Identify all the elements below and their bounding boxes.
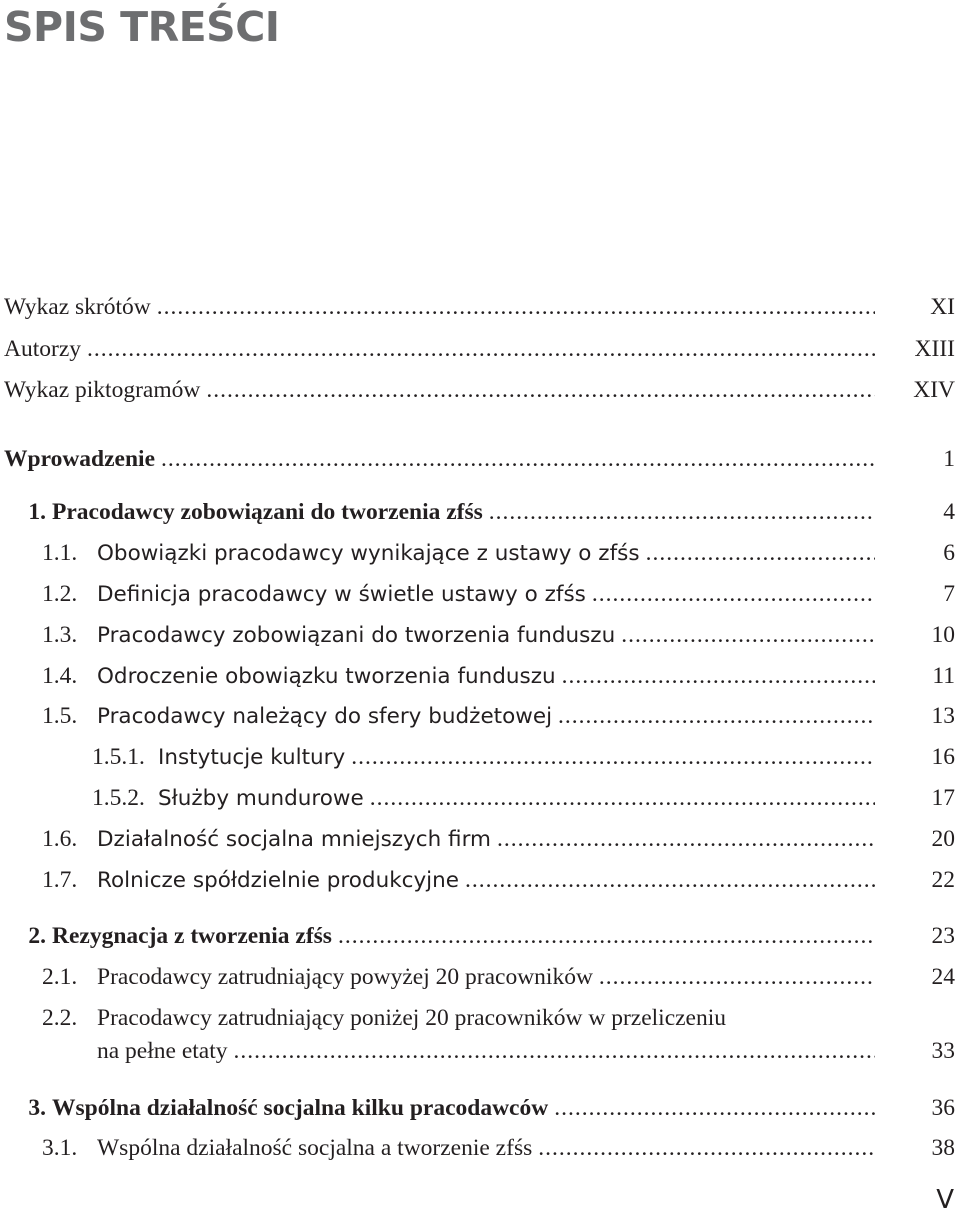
dot-leader xyxy=(554,1091,875,1125)
toc-entry-page: 17 xyxy=(931,785,955,811)
toc-entry-page: 1 xyxy=(943,446,955,472)
toc-entry-title: Autorzy xyxy=(4,336,82,362)
dot-leader xyxy=(338,919,875,953)
toc-entry-page: 22 xyxy=(931,867,955,893)
toc-entry-page: XIII xyxy=(914,336,955,362)
toc-entry-title: Wspólna działalność socjalna a tworzenie zfśs xyxy=(97,1135,533,1161)
toc-entry-page: 38 xyxy=(931,1135,955,1161)
toc-entry-2-2-continuation[interactable] xyxy=(0,1034,955,1068)
toc-chapter-number: 3. xyxy=(28,1095,46,1121)
toc-entry-1-6[interactable] xyxy=(0,822,955,856)
toc-entry-title: Obowiązki pracodawcy wynikające z ustawy o zfśs xyxy=(97,541,640,566)
toc-entry-3-1[interactable] xyxy=(0,1131,955,1165)
toc-entry-1-5-1[interactable] xyxy=(0,740,955,774)
dot-leader xyxy=(489,495,875,529)
toc-entry-number: 1.5.1. xyxy=(92,744,145,770)
toc-entry-number: 3.1. xyxy=(42,1135,78,1161)
toc-entry-1-3[interactable] xyxy=(0,618,955,652)
toc-entry-title: Definicja pracodawcy w świetle ustawy o zfśs xyxy=(97,582,586,607)
toc-entry-title: Pracodawcy zatrudniający powyżej 20 pracowników xyxy=(97,964,593,990)
toc-entry-title-continued: na pełne etaty xyxy=(97,1038,228,1064)
toc-entry-page: 16 xyxy=(931,744,955,770)
toc-entry-1-7[interactable] xyxy=(0,863,955,897)
toc-entry-1-1[interactable] xyxy=(0,536,955,570)
toc-entry-page: 4 xyxy=(943,499,955,525)
toc-entry-pictograms[interactable] xyxy=(0,373,955,407)
dot-leader xyxy=(161,442,875,476)
toc-entry-title: Odroczenie obowiązku tworzenia funduszu xyxy=(97,664,556,689)
toc-entry-authors[interactable] xyxy=(0,332,955,366)
dot-leader xyxy=(646,536,875,570)
toc-entry-page: 7 xyxy=(943,581,955,607)
toc-chapter-title: Rezygnacja z tworzenia zfśs xyxy=(52,923,332,949)
dot-leader xyxy=(621,618,875,652)
toc-entry-introduction[interactable] xyxy=(0,442,955,476)
page-number: V xyxy=(936,1185,954,1215)
toc-entry-number: 1.2. xyxy=(42,581,78,607)
toc-entry-page: 36 xyxy=(931,1095,955,1121)
page-title: SPIS TREŚCI xyxy=(4,3,280,51)
toc-chapter-number: 2. xyxy=(28,923,46,949)
toc-entry-number: 1.1. xyxy=(42,540,78,566)
dot-leader xyxy=(206,373,875,407)
toc-entry-title: Wykaz skrótów xyxy=(4,294,151,320)
toc-chapter-2[interactable] xyxy=(0,919,955,953)
toc-chapter-number: 1. xyxy=(28,499,46,525)
toc-entry-title: Pracodawcy zobowiązani do tworzenia funduszu xyxy=(97,623,616,648)
toc-entry-title: Pracodawcy należący do sfery budżetowej xyxy=(97,704,553,729)
dot-leader xyxy=(234,1034,876,1068)
toc-entry-page: XI xyxy=(930,294,955,320)
toc-entry-number: 1.3. xyxy=(42,622,78,648)
dot-leader xyxy=(87,332,875,366)
toc-entry-page: 10 xyxy=(931,622,955,648)
dot-leader xyxy=(558,699,875,733)
toc-entry-1-4[interactable] xyxy=(0,659,955,693)
toc-entry-1-5-2[interactable] xyxy=(0,781,955,815)
dot-leader xyxy=(370,781,875,815)
toc-entry-number: 2.1. xyxy=(42,964,78,990)
toc-entry-page: 23 xyxy=(931,923,955,949)
toc-entry-page: XIV xyxy=(913,377,955,403)
dot-leader xyxy=(465,863,875,897)
toc-entry-page: 20 xyxy=(931,826,955,852)
toc-entry-title: Wykaz piktogramów xyxy=(4,377,201,403)
toc-entry-title: Instytucje kultury xyxy=(158,745,346,770)
toc-entry-2-2[interactable] xyxy=(0,1001,955,1035)
toc-chapter-1[interactable] xyxy=(0,495,955,529)
toc-entry-page: 11 xyxy=(932,663,955,689)
toc-entry-2-1[interactable] xyxy=(0,960,955,994)
dot-leader xyxy=(592,577,875,611)
toc-entry-page: 24 xyxy=(931,964,955,990)
toc-entry-1-2[interactable] xyxy=(0,577,955,611)
dot-leader xyxy=(538,1131,875,1165)
toc-entry-number: 1.7. xyxy=(42,867,78,893)
dot-leader xyxy=(351,740,875,774)
toc-chapter-3[interactable] xyxy=(0,1091,955,1125)
toc-entry-number: 1.5.2. xyxy=(92,785,145,811)
dot-leader xyxy=(599,960,875,994)
toc-entry-page: 33 xyxy=(931,1038,955,1064)
toc-entry-abbreviations[interactable] xyxy=(0,290,955,324)
toc-entry-title: Działalność socjalna mniejszych firm xyxy=(97,827,492,852)
toc-entry-1-5[interactable] xyxy=(0,699,955,733)
dot-leader xyxy=(562,659,875,693)
toc-entry-number: 2.2. xyxy=(42,1005,78,1031)
toc-entry-number: 1.5. xyxy=(42,703,78,729)
toc-entry-number: 1.4. xyxy=(42,663,78,689)
toc-entry-page: 13 xyxy=(931,703,955,729)
toc-entry-title: Rolnicze spółdzielnie produkcyjne xyxy=(97,868,460,893)
dot-leader xyxy=(157,290,875,324)
toc-entry-title: Pracodawcy zatrudniający poniżej 20 pracowników w przeliczeniu xyxy=(97,1005,727,1031)
toc-entry-number: 1.6. xyxy=(42,826,78,852)
dot-leader xyxy=(497,822,875,856)
toc-chapter-title: Wspólna działalność socjalna kilku pracodawców xyxy=(52,1095,549,1121)
toc-entry-title: Służby mundurowe xyxy=(158,786,364,811)
toc-entry-page: 6 xyxy=(943,540,955,566)
toc-chapter-title: Pracodawcy zobowiązani do tworzenia zfśs xyxy=(52,499,483,525)
toc-entry-title: Wprowadzenie xyxy=(4,446,156,472)
